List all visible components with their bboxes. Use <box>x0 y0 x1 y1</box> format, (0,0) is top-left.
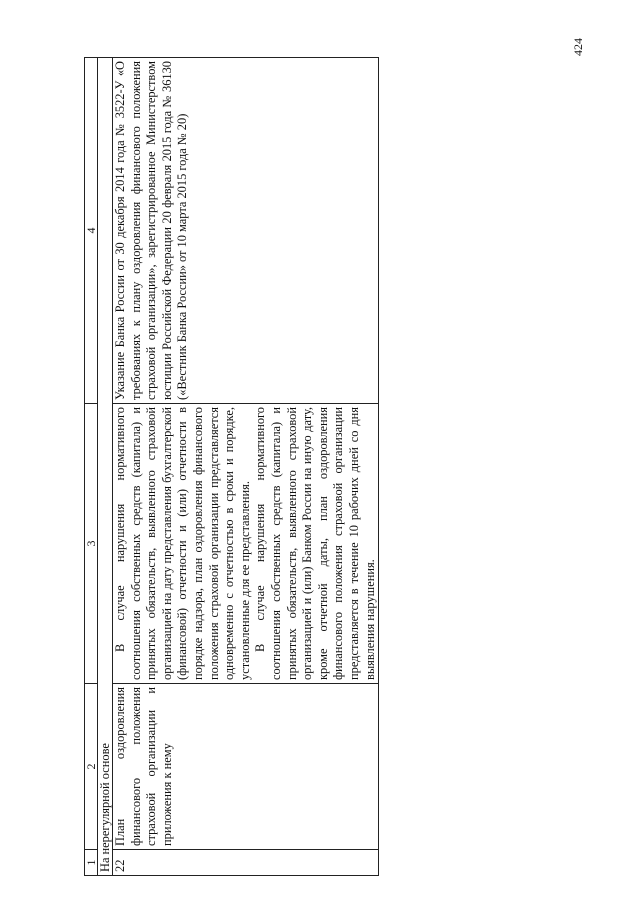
section-title: На нерегулярной основе <box>98 58 113 876</box>
document-name: План оздоровления финансового положения страховой организации и приложения к нему <box>113 684 379 850</box>
page-number: 424 <box>571 38 585 56</box>
row-number: 22 <box>113 850 379 876</box>
condition-paragraph-2: В случае нарушения нормативного соотношения собственных средств (капитала) и принятых обязательств, выявленного страховой организацией и (или) Банком России на иную дату, кроме отчетной даты, план оздоровления финансового положения страховой организации представляется в течение 10 рабочих дней со дня выявления нарушения. <box>253 407 377 680</box>
condition-paragraph-1: В случае нарушения нормативного соотношения собственных средств (капитала) и принятых обязательств, выявленного страховой организацией на дату представления бухгалтерской (финансовой) отчетности и (или) отчетности в порядке надзора, план оздоровления финансового положения страховой организации представляется одновременно с отчетностью в сроки и порядке, установленные для ее представления. <box>113 407 252 680</box>
reporting-table <box>84 57 379 876</box>
header-col-2: 2 <box>85 684 98 850</box>
section-row <box>98 58 113 876</box>
rotated-table-container <box>84 58 400 876</box>
header-col-3: 3 <box>85 404 98 684</box>
header-col-4: 4 <box>85 58 98 404</box>
legal-basis: Указание Банка России от 30 декабря 2014 года № 3522-У «О требованиях к плану оздоровления финансового положения страховой организации», зарегистрированное Министерством юстиции Российской Федерации 20 февраля 2015 года № 36130 («Вестник Банка России» от 10 марта 2015 года № 20) <box>113 58 379 404</box>
submission-conditions <box>113 404 379 684</box>
table-row <box>113 58 379 876</box>
header-row <box>85 58 98 876</box>
header-col-1: 1 <box>85 850 98 876</box>
